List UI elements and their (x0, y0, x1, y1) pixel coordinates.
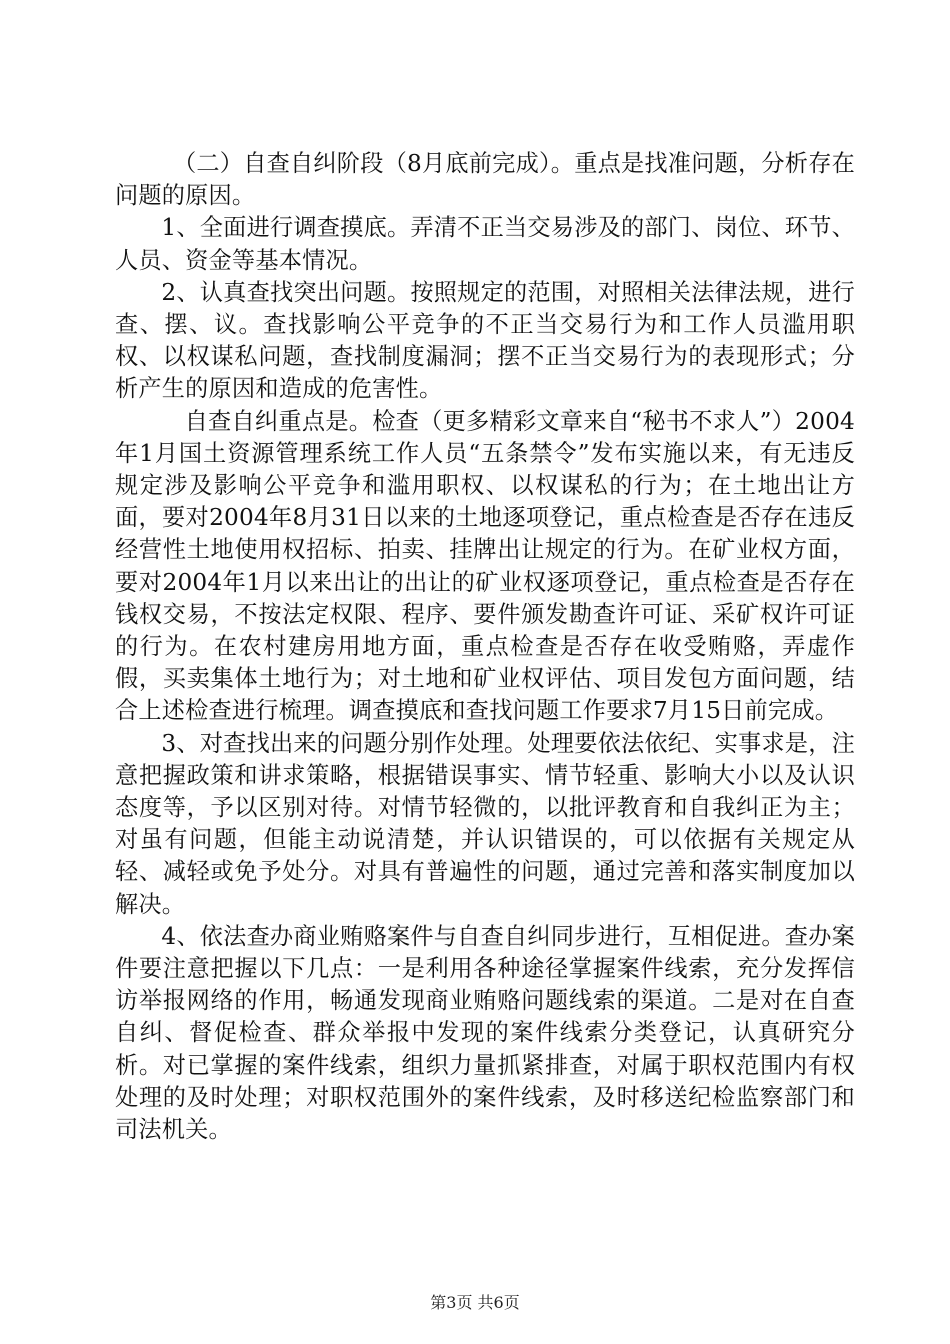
paragraph-stage-two: （二）自查自纠阶段（8月底前完成）。重点是找准问题，分析存在问题的原因。 (115, 150, 855, 210)
paragraph-item-2: 2、认真查找突出问题。按照规定的范围，对照相关法律法规，进行查、摆、议。查找影响公平竞争的不正当交易行为和工作人员滥用职权、以权谋私问题，查找制度漏洞；摆不正当交易行为的表现形式；分析产生的原因和造成的危害性。 (115, 278, 855, 403)
document-body (115, 148, 855, 1146)
paragraph-item-1: 1、全面进行调查摸底。弄清不正当交易涉及的部门、岗位、环节、人员、资金等基本情况。 (115, 214, 855, 274)
paragraph-key-points: 自查自纠重点是。检查（更多精彩文章来自“秘书不求人”）2004年1月国土资源管理系统工作人员“五条禁令”发布实施以来，有无违反规定涉及影响公平竞争和滥用职权、以权谋私的行为；在土地出让方面，要对2004年8月31日以来的土地逐项登记，重点检查是否存在违反经营性土地使用权招标、拍卖、挂牌出让规定的行为。在矿业权方面，要对2004年1月以来出让的出让的矿业权逐项登记，重点检查是否存在钱权交易，不按法定权限、程序、要件颁发勘查许可证、采矿权许可证的行为。在农村建房用地方面，重点检查是否存在收受贿赂，弄虚作假，买卖集体土地行为；对土地和矿业权评估、项目发包方面问题，结合上述检查进行梳理。调查摸底和查找问题工作要求7月15日前完成。 (115, 407, 855, 725)
paragraph-item-4: 4、依法查办商业贿赂案件与自查自纠同步进行，互相促进。查办案件要注意把握以下几点：一是利用各种途径掌握案件线索，充分发挥信访举报网络的作用，畅通发现商业贿赂问题线索的渠道。二是对在自查自纠、督促检查、群众举报中发现的案件线索分类登记，认真研究分析。对已掌握的案件线索，组织力量抓紧排查，对属于职权范围内有权处理的及时处理；对职权范围外的案件线索，及时移送纪检监察部门和司法机关。 (115, 922, 855, 1144)
page-footer: 第3页 共6页 (430, 1293, 520, 1312)
paragraph-item-3: 3、对查找出来的问题分别作处理。处理要依法依纪、实事求是，注意把握政策和讲求策略，根据错误事实、情节轻重、影响大小以及认识态度等，予以区别对待。对情节轻微的，以批评教育和自我纠正为主；对虽有问题，但能主动说清楚，并认识错误的，可以依据有关规定从轻、减轻或免予处分。对具有普遍性的问题，通过完善和落实制度加以解决。 (115, 729, 855, 918)
